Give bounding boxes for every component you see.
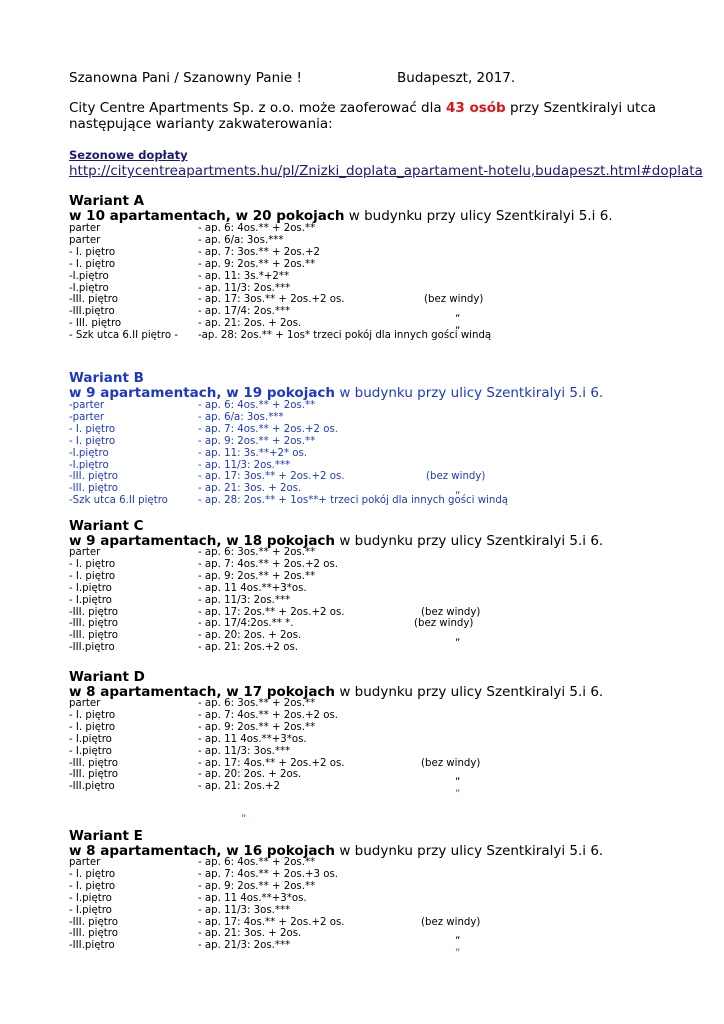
row-apartment: - ap. 9: 2os.** + 2os.** [198, 258, 316, 270]
row-apartment: - ap. 17/4:2os.** *. [198, 618, 294, 630]
variant-heading-rest: w budynku przy ulicy Szentkiralyi 5.i 6. [335, 533, 604, 549]
greeting: Szanowna Pani / Szanowny Panie ! [69, 70, 302, 86]
row-floor: -parter [69, 411, 105, 423]
row-floor: -III. piętro [69, 630, 118, 642]
row-apartment: - ap. 6: 4os.** + 2os.** [198, 223, 316, 234]
variant-title: Wariant C [69, 518, 144, 534]
variant-heading-rest: w budynku przy ulicy Szentkiralyi 5.i 6. [335, 684, 604, 700]
row-apartment: - ap. 6/a: 3os.*** [198, 411, 284, 423]
row-floor: - I. piętro [69, 709, 116, 721]
row-floor: - III. piętro [69, 318, 122, 330]
row-floor: -I.piętro [69, 459, 109, 471]
row-apartment: - ap. 7: 4os.** + 2os.+2 os. [198, 709, 339, 721]
row-apartment: - ap. 11: 3s.**+2* os. [198, 447, 308, 459]
row-apartment: - ap. 28: 2os.** + 1os**+ trzeci pokój dla innych gości windą [198, 495, 509, 507]
ditto-mark: „ [455, 783, 461, 795]
row-floor: -III.piętro [69, 781, 115, 793]
row-apartment: - ap. 21: 2os. + 2os. [198, 318, 302, 330]
row-floor: - I.piętro [69, 904, 112, 916]
row-floor: -III. piętro [69, 294, 118, 306]
intro-line-2: następujące warianty zakwaterowania: [69, 116, 333, 132]
row-floor: parter [69, 547, 101, 558]
row-apartment: - ap. 11 4os.**+3*os. [198, 733, 307, 745]
row-apartment: - ap. 6: 4os.** + 2os.** [198, 400, 316, 411]
row-apartment: - ap. 17: 2os.** + 2os.+2 os. [198, 606, 345, 618]
row-apartment: - ap. 17: 3os.** + 2os.+2 os. [198, 471, 345, 483]
row-apartment: - ap. 7: 3os.** + 2os.+2 [198, 246, 320, 258]
row-floor: -III.piętro [69, 306, 115, 318]
ditto-mark: „ [241, 808, 247, 819]
row-apartment: - ap. 11/3: 2os.*** [198, 594, 291, 606]
row-floor: -Szk utca 6.II piętro [69, 495, 168, 507]
seasonal-link[interactable]: http://citycentreapartments.hu/pl/Znizki_doplata_apartament-hotelu,budapeszt.html#doplata [69, 163, 703, 179]
ditto-mark: „ [455, 308, 461, 320]
row-floor: - I. piętro [69, 570, 116, 582]
row-apartment: - ap. 21: 3os. + 2os. [198, 928, 302, 940]
row-apartment: - ap. 11/3: 3os.*** [198, 745, 291, 757]
row-floor: -III.piętro [69, 940, 115, 952]
intro-after: przy Szentkiralyi utca [505, 100, 657, 116]
variant-heading [69, 843, 603, 859]
row-apartment: - ap. 20: 2os. + 2os. [198, 769, 302, 781]
row-floor: -parter [69, 400, 105, 411]
variant-heading [69, 684, 603, 700]
variant-heading-rest: w budynku przy ulicy Szentkiralyi 5.i 6. [335, 385, 604, 401]
row-floor: - I. piętro [69, 880, 116, 892]
row-floor: -III. piętro [69, 606, 118, 618]
ditto-mark: „ [455, 930, 461, 942]
row-note: (bez windy) [421, 606, 481, 618]
row-apartment: - ap. 6: 3os.** + 2os.** [198, 547, 316, 558]
variant-title: Wariant A [69, 193, 145, 209]
row-apartment: -ap. 28: 2os.** + 1os* trzeci pokój dla innych gości windą [198, 330, 492, 342]
row-note: (bez windy) [426, 471, 486, 483]
row-floor: - I. piętro [69, 558, 116, 570]
variant-heading-bold: w 8 apartamentach, w 17 pokojach [69, 684, 336, 700]
intro-line-1 [69, 100, 656, 116]
row-apartment: - ap. 9: 2os.** + 2os.** [198, 721, 316, 733]
row-floor: parter [69, 698, 101, 709]
row-apartment: - ap. 11 4os.**+3*os. [198, 582, 307, 594]
ditto-mark: „ [455, 485, 461, 497]
row-floor: parter [69, 223, 101, 234]
ditto-mark: „ [455, 771, 461, 783]
row-apartment: - ap. 7: 4os.** + 2os.+3 os. [198, 868, 339, 880]
intro-before: City Centre Apartments Sp. z o.o. może zaoferować dla [69, 100, 446, 116]
row-apartment: - ap. 9: 2os.** + 2os.** [198, 570, 316, 582]
row-apartment: - ap. 9: 2os.** + 2os.** [198, 880, 316, 892]
row-floor: -III. piętro [69, 769, 118, 781]
row-apartment: - ap. 17: 4os.** + 2os.+2 os. [198, 916, 345, 928]
variant-heading-rest: w budynku przy ulicy Szentkiralyi 5.i 6. [344, 208, 613, 224]
row-floor: - I. piętro [69, 423, 116, 435]
row-floor: parter [69, 857, 101, 868]
row-apartment: - ap. 11/3: 3os.*** [198, 904, 291, 916]
row-floor: -III. piętro [69, 483, 118, 495]
row-floor: - I.piętro [69, 582, 112, 594]
row-floor: -III. piętro [69, 757, 118, 769]
variant-heading-bold: w 9 apartamentach, w 18 pokojach [69, 533, 336, 549]
variant-heading [69, 208, 613, 224]
row-floor: - I. piętro [69, 721, 116, 733]
row-apartment: - ap. 17: 3os.** + 2os.+2 os. [198, 294, 345, 306]
variant-title: Wariant B [69, 370, 144, 386]
row-floor: -I.piętro [69, 447, 109, 459]
row-apartment: - ap. 11/3: 2os.*** [198, 459, 291, 471]
row-floor: - Szk utca 6.II piętro - [69, 330, 179, 342]
row-note: (bez windy) [424, 294, 484, 306]
variant-heading [69, 533, 603, 549]
row-floor: -I.piętro [69, 282, 109, 294]
row-apartment: - ap. 6: 3os.** + 2os.** [198, 698, 316, 709]
row-floor: - I.piętro [69, 733, 112, 745]
row-floor: parter [69, 234, 101, 246]
row-floor: -I.piętro [69, 270, 109, 282]
row-floor: -III. piętro [69, 471, 118, 483]
row-note: (bez windy) [421, 757, 481, 769]
variant-heading-rest: w budynku przy ulicy Szentkiralyi 5.i 6. [335, 843, 604, 859]
row-apartment: - ap. 17/4: 2os.*** [198, 306, 291, 318]
row-apartment: - ap. 11 4os.**+3*os. [198, 892, 307, 904]
row-floor: - I. piętro [69, 435, 116, 447]
row-apartment: - ap. 7: 4os.** + 2os.+2 os. [198, 423, 339, 435]
row-apartment: - ap. 21: 2os.+2 os. [198, 642, 299, 654]
row-apartment: - ap. 6: 4os.** + 2os.** [198, 857, 316, 868]
row-floor: - I. piętro [69, 258, 116, 270]
row-apartment: - ap. 21/3: 2os.*** [198, 940, 291, 952]
row-floor: - I.piętro [69, 892, 112, 904]
ditto-mark: „ [455, 632, 461, 644]
row-floor: -III.piętro [69, 642, 115, 654]
variant-title: Wariant E [69, 828, 143, 844]
place-date: Budapeszt, 2017. [397, 70, 516, 86]
row-apartment: - ap. 6/a: 3os.*** [198, 234, 284, 246]
variant-heading [69, 385, 603, 401]
row-note: (bez windy) [421, 916, 481, 928]
row-apartment: - ap. 9: 2os.** + 2os.** [198, 435, 316, 447]
variant-title: Wariant D [69, 669, 145, 685]
row-apartment: - ap. 7: 4os.** + 2os.+2 os. [198, 558, 339, 570]
row-apartment: - ap. 11: 3s.*+2** [198, 270, 290, 282]
row-apartment: - ap. 20: 2os. + 2os. [198, 630, 302, 642]
row-floor: - I.piętro [69, 594, 112, 606]
row-floor: -III. piętro [69, 916, 118, 928]
row-floor: -III. piętro [69, 928, 118, 940]
row-apartment: - ap. 21: 3os. + 2os. [198, 483, 302, 495]
seasonal-title: Sezonowe dopłaty [69, 148, 188, 162]
row-note: (bez windy) [414, 618, 474, 630]
row-floor: - I. piętro [69, 246, 116, 258]
row-floor: - I. piętro [69, 868, 116, 880]
row-apartment: - ap. 21: 2os.+2 [198, 781, 281, 793]
variant-heading-bold: w 8 apartamentach, w 16 pokojach [69, 843, 336, 859]
variant-heading-bold: w 9 apartamentach, w 19 pokojach [69, 385, 336, 401]
row-apartment: - ap. 11/3: 2os.*** [198, 282, 291, 294]
ditto-mark: „ [455, 320, 461, 332]
variant-heading-bold: w 10 apartamentach, w 20 pokojach [69, 208, 345, 224]
row-apartment: - ap. 17: 4os.** + 2os.+2 os. [198, 757, 345, 769]
ditto-mark: „ [455, 942, 461, 954]
intro-highlight: 43 osób [445, 100, 506, 116]
row-floor: - I.piętro [69, 745, 112, 757]
row-floor: -III. piętro [69, 618, 118, 630]
